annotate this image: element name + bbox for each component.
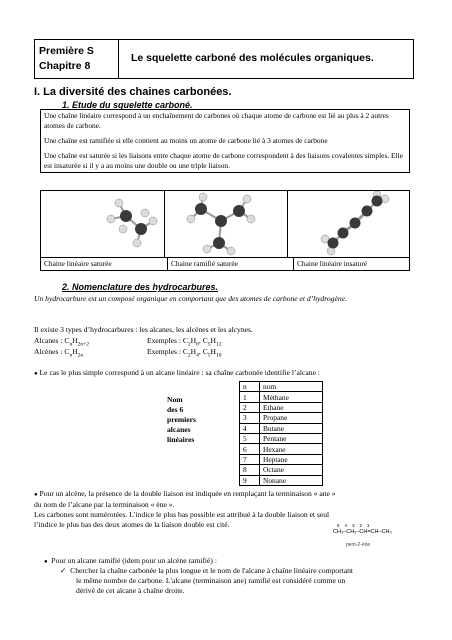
- alcene-rule-line: ● Pour un alcène, la présence de la double liaison est indiquée en remplaçant la terminaison « ane »: [34, 489, 336, 498]
- hydrocarbon-types: Il existe 3 types d’hydrocarbures : les alcanes, les alcènes et les alcynes.: [34, 325, 253, 334]
- branched-instructions: [60, 566, 420, 596]
- bullet-linear-alcane-text: Le cas le plus simple correspond à un alcane linéaire : sa chaîne carbonée identifie l’alcane :: [39, 368, 320, 377]
- table-cell-name: Heptane: [260, 454, 323, 464]
- definition-linear: Une chaîne linéaire correspond à un enchaînement de carbones où chaque atome de carbone est lié au plus à 2 autres atomes de carbone.: [44, 111, 389, 130]
- label-linear-saturated: Chaine linéaire saturée: [41, 258, 168, 270]
- table-cell-n: 6: [240, 444, 260, 454]
- check-icon: ✓: [60, 566, 67, 575]
- formula-numbering: 5 4 3 2 1: [337, 523, 370, 528]
- table-row: [240, 433, 323, 443]
- alcanes-examples: Exemples : $C_2H_6$, $C_5H_{12}$: [147, 336, 222, 348]
- bullet-linear-alcane: ● Le cas le plus simple correspond à un alcane linéaire : sa chaîne carbonée identifie l’alcane :: [34, 368, 320, 377]
- page-title: Le squelette carboné des molécules organiques.: [131, 52, 374, 64]
- caption-line: alcanes: [167, 425, 191, 434]
- caption-line: linéaires: [167, 435, 195, 444]
- table-cell-n: 5: [240, 433, 260, 443]
- definition-branched: Une chaîne est ramifiée si elle contient au moins un atome de carbone lié à 3 atomes de carbone: [44, 136, 328, 145]
- alcane-names-table: [239, 381, 323, 486]
- table-row: [240, 465, 323, 475]
- table-row: [240, 402, 323, 412]
- table-cell-name: Octane: [260, 465, 323, 475]
- table-cell-n: 1: [240, 392, 260, 402]
- alcene-rule-text: Pour un alcène, la présence de la double liaison est indiquée en remplaçant la terminaison « ane »: [39, 489, 336, 498]
- table-cell-name: Hexane: [260, 444, 323, 454]
- chapter-header: [34, 39, 414, 79]
- caption-line: des 6: [167, 405, 184, 414]
- check-line-text: Chercher la chaîne carbonée la plus longue et le nom de l'alcane à chaîne linéaire comportant: [70, 566, 354, 575]
- definition-saturated: Une chaîne est saturée si les liaisons entre chaque atome de carbone correspondent à des liaisons covalentes simples. Elle est insaturée si il y a au moins une double ou une triple liaison.: [44, 151, 403, 170]
- table-header-row: [240, 382, 323, 392]
- molecule-models: [41, 191, 409, 257]
- table-cell-name: Butane: [260, 423, 323, 433]
- alcene-rule-line: Les carbones sont numérotées. L’indice le plus bas possible est attribué à la double liaison et seul: [34, 510, 330, 519]
- molecule-labels-row: [40, 258, 410, 271]
- table-header-n: n: [240, 382, 260, 392]
- table-cell-n: 2: [240, 402, 260, 412]
- table-cell-name: Méthane: [260, 392, 323, 402]
- table-row: [240, 444, 323, 454]
- check-line: [60, 566, 420, 576]
- section-heading: I. La diversité des chaines carbonées.: [34, 86, 232, 98]
- alcene-rule-line: du nom de l’alcane par la terminaison « ène ».: [34, 500, 175, 509]
- alcanes-formula: Alcanes : $C_nH_{2n+2}$: [34, 336, 90, 348]
- table-cell-name: Ethane: [260, 402, 323, 412]
- header-line2: Chapitre 8: [39, 60, 91, 72]
- table-cell-n: 4: [240, 423, 260, 433]
- alcane-table-caption: [167, 395, 196, 445]
- table-cell-n: 9: [240, 475, 260, 485]
- table-cell-name: Propane: [260, 413, 323, 423]
- caption-line: Nom: [167, 395, 183, 404]
- check-line: le même nombre de carbone. L'alcane (terminaison ane) ramifié est considéré comme un: [76, 576, 346, 585]
- table-row: [240, 392, 323, 402]
- table-row: [240, 475, 323, 485]
- table-cell-n: 7: [240, 454, 260, 464]
- formula-chain: CH₃–CH₂–CH=CH–CH₃: [333, 529, 392, 535]
- table-cell-name: Pentane: [260, 433, 323, 443]
- subsection-heading-2: 2. Nomenclature des hydrocarbures.: [62, 282, 219, 292]
- bullet-branched-alcane-text: Pour un alcane ramifié (idem pour un alcène ramifié) :: [51, 556, 217, 565]
- table-header-nom: nom: [260, 382, 323, 392]
- label-branched-saturated: Chaine ramifié saturée: [168, 258, 294, 270]
- table-row: [240, 423, 323, 433]
- hydrocarbon-definition: Un hydrocarbure est un composé organique en comportant que des atomes de carbone et d’hydrogène.: [34, 294, 347, 303]
- caption-line: premiers: [167, 415, 196, 424]
- table-cell-n: 3: [240, 413, 260, 423]
- linear-unsaturated-molecule: [321, 191, 389, 255]
- definitions-box: [40, 109, 410, 173]
- table-cell-n: 8: [240, 465, 260, 475]
- bullet-branched-alcane: ● Pour un alcane ramifié (idem pour un alcène ramifié) :: [44, 556, 217, 565]
- alcene-rule-line: l’indice le plus bas des deux atomes de la liaison double est cité.: [34, 520, 230, 529]
- header-level: [35, 40, 119, 78]
- table-cell-name: Nonane: [260, 475, 323, 485]
- check-line: dérivé de cet alcane à chaîne droite.: [76, 586, 185, 595]
- formula-name: pent-2-ène: [346, 542, 371, 548]
- linear-saturated-molecule: [107, 199, 157, 247]
- alcenes-examples: Exemples : $C_2H_4$, $C_5H_{10}$: [147, 347, 222, 359]
- subsection-heading-1: 1. Etude du squelette carboné.: [62, 100, 193, 110]
- branched-saturated-molecule: [187, 193, 255, 255]
- table-row: [240, 454, 323, 464]
- alcenes-formula: Alcènes : $C_nH_{2n}$: [34, 347, 84, 359]
- header-line1: Première S: [39, 45, 94, 57]
- label-linear-unsaturated: Chaine linéaire insaturé: [297, 259, 368, 268]
- table-row: [240, 413, 323, 423]
